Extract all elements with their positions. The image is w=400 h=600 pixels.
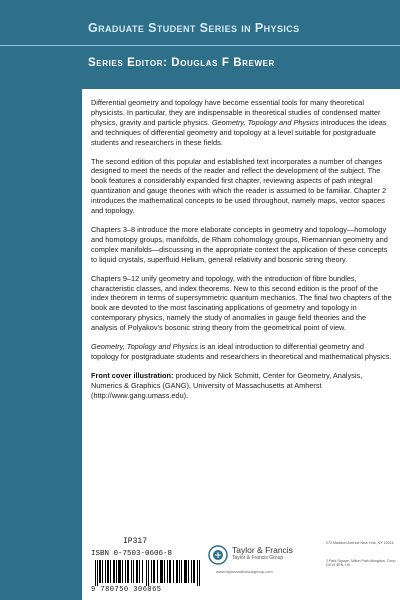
description-text: introduces the ideas and techniques of differential geometry and topology at a level suitable for postgraduate students and researchers in these fields. bbox=[91, 117, 387, 147]
description-text: is an ideal introduction to differential geometry and topology for postgraduate students and researchers in theoretical and mathematical physics. bbox=[91, 342, 392, 361]
description-paragraph-2: The second edition of this popular and established text incorporates a number of changes designed to meet the needs of the reader and reflect the development of the subject. The book features a considerably expanded first chapter, reviewing aspects of path integral quantization and gauge theories with which the reader is assumed to be familiar. Chapter 2 introduces the mathematical concepts to be used throughout, namely maps, vector spaces and topology. bbox=[91, 156, 387, 216]
publisher-address-uk: 2 Park Square, Milton Park Abingdon, Oxon OX14 4RN, UK bbox=[326, 559, 396, 568]
credit-text: produced by Nick Schmitt, Center for Geometry, Analysis, Numerics & Graphics (GANG), University of Massachusetts at Amherst (http://www.gang.umass.edu). bbox=[91, 370, 363, 400]
description-paragraph-3: Chapters 3–8 introduce the more elaborate concepts in geometry and topology—homology and homotopy groups, manifolds, de Rham cohomology groups, Riemannian geometry and complex manifolds—discussing in the appropriate context the application of these concepts to liquid crystals, superfluid Helium, general relativity and bosonic string theory. bbox=[91, 224, 388, 264]
description-text: Differential geometry and topology have become essential tools for many theoretical physicists. In particular, they are indispensable in theoretical studies of condensed matter physics, gravity and particle physics. bbox=[91, 98, 381, 127]
description-paragraph-1 bbox=[91, 98, 393, 148]
description-paragraph-4: Chapters 9–12 unify geometry and topology, with the introduction of fibre bundles, characteristic classes, and index theorems. New to this second edition is the proof of the index theorem in terms of supersymmetric quantum mechanics. The final two chapters of the book are devoted to the most fascinating applications of geometry and topology in contemporary physics, namely the study of anomalies in gauge field theories and the analysis of Polyakov’s bosonic string theory from the geometrical point of view. bbox=[91, 273, 392, 333]
book-title-italic: Geometry, Topology and Physics bbox=[91, 342, 198, 352]
publisher-group: Taylor & Francis Group bbox=[232, 555, 284, 561]
barcode-number: 9 780750 306065 bbox=[91, 586, 162, 594]
book-description bbox=[91, 98, 393, 410]
series-title: Graduate Student Series in Physics bbox=[88, 21, 300, 35]
publisher-address-us: 270 Madison Avenue New York, NY 10016 bbox=[326, 541, 394, 545]
back-cover-panel bbox=[82, 89, 400, 600]
series-banner bbox=[0, 0, 400, 46]
credit-label: Front cover illustration: bbox=[91, 370, 174, 380]
ip-code: IP317 bbox=[123, 537, 148, 546]
series-editor: Series Editor: Douglas F Brewer bbox=[88, 57, 275, 69]
publisher-logo-icon bbox=[208, 545, 228, 565]
cover-illustration-credit bbox=[91, 371, 393, 401]
description-paragraph-5 bbox=[91, 342, 393, 362]
barcode-image bbox=[95, 560, 205, 586]
publisher-website: www.taylorandfrancisgroup.com bbox=[216, 569, 273, 574]
editor-banner bbox=[0, 47, 400, 83]
book-title-italic: Geometry, Topology and Physics bbox=[211, 117, 319, 127]
isbn-label: ISBN 0-7503-0606-8 bbox=[91, 550, 173, 558]
barcode-block bbox=[91, 537, 211, 597]
publisher-block bbox=[208, 537, 398, 597]
publisher-name: Taylor & Francis bbox=[232, 545, 293, 555]
